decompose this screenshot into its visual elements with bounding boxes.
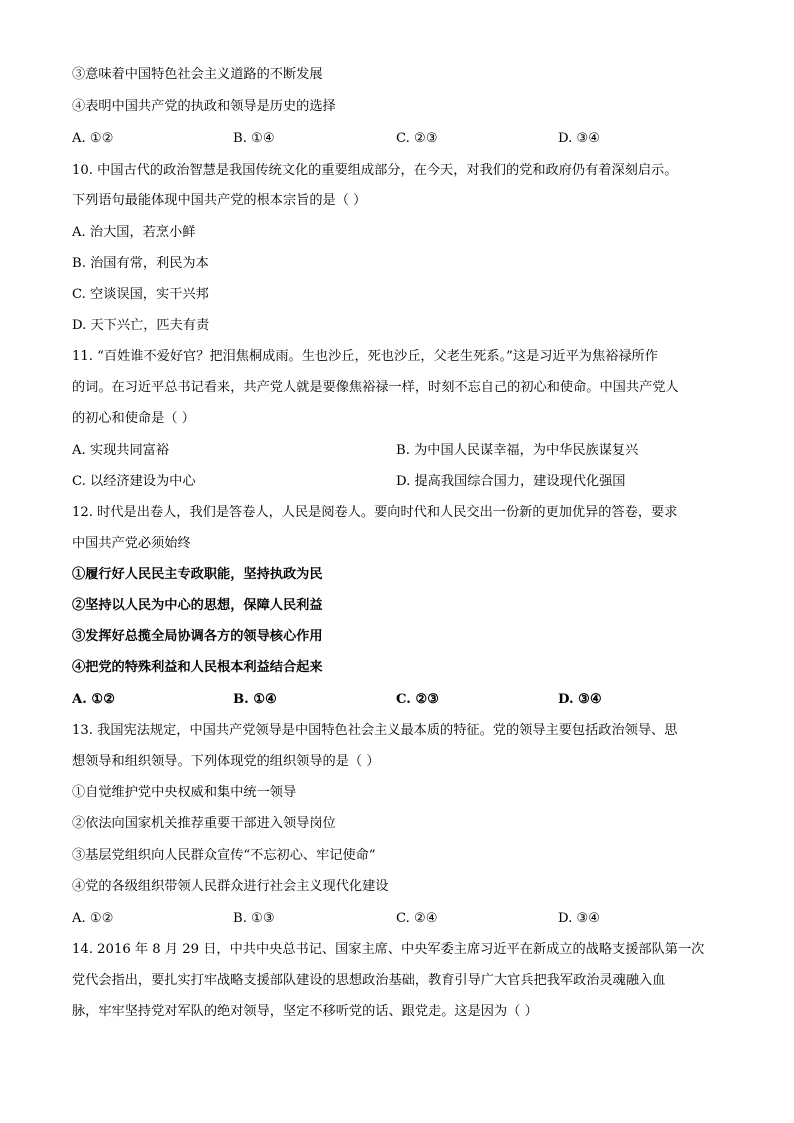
q14-stem-line-3: 脉，牢牢坚持党对军队的绝对领导，坚定不移听党的话、跟党走。这是因为（ ） bbox=[72, 1004, 538, 1019]
q12-option-a[interactable]: A. ①② bbox=[72, 692, 116, 707]
q13-option-c[interactable]: C. ②④ bbox=[396, 911, 438, 926]
q13-statement-2: ②依法向国家机关推荐重要干部进入领导岗位 bbox=[72, 816, 336, 831]
q13-stem-line-1: 13. 我国宪法规定，中国共产党领导是中国特色社会主义最本质的特征。党的领导主要包括政治领导、思 bbox=[72, 723, 678, 738]
q10-option-b[interactable]: B. 治国有常，利民为本 bbox=[72, 256, 209, 271]
q13-option-b[interactable]: B. ①③ bbox=[233, 911, 275, 926]
q9-option-a[interactable]: A. ①② bbox=[72, 131, 114, 146]
q9-option-b[interactable]: B. ①④ bbox=[233, 131, 275, 146]
q9-option-c[interactable]: C. ②③ bbox=[396, 131, 438, 146]
q10-stem-line-1: 10. 中国古代的政治智慧是我国传统文化的重要组成部分，在今天，对我们的党和政府仍有着深刻启示。 bbox=[72, 163, 678, 178]
q12-stem-line-2: 中国共产党必须始终 bbox=[72, 536, 191, 551]
q11-stem-line-3: 的初心和使命是（ ） bbox=[72, 411, 195, 426]
q10-option-d[interactable]: D. 天下兴亡，匹夫有责 bbox=[72, 318, 210, 333]
q12-option-c[interactable]: C. ②③ bbox=[396, 692, 440, 707]
q14-stem-line-1: 14. 2016 年 8 月 29 日，中共中央总书记、国家主席、中央军委主席习近平在新成立的战略支援部队第一次 bbox=[72, 942, 705, 957]
q9-option-d[interactable]: D. ③④ bbox=[558, 131, 601, 146]
q11-option-d[interactable]: D. 提高我国综合国力，建设现代化强国 bbox=[396, 474, 626, 489]
q14-stem-line-2: 党代会指出，要扎实打牢战略支援部队建设的思想政治基础，教育引导广大官兵把我军政治灵魂融入血 bbox=[72, 973, 666, 988]
q9-statement-4: ④表明中国共产党的执政和领导是历史的选择 bbox=[72, 99, 336, 114]
q13-option-d[interactable]: D. ③④ bbox=[558, 911, 601, 926]
q12-stem-line-1: 12. 时代是出卷人，我们是答卷人，人民是阅卷人。要向时代和人民交出一份新的更加优异的答卷，要求 bbox=[72, 505, 678, 520]
q13-statement-3: ③基层党组织向人民群众宣传“不忘初心、牢记使命” bbox=[72, 848, 376, 863]
q10-option-a[interactable]: A. 治大国，若烹小鲜 bbox=[72, 225, 196, 240]
q12-statement-1: ①履行好人民民主专政职能，坚持执政为民 bbox=[72, 567, 323, 582]
q10-option-c[interactable]: C. 空谈误国，实干兴邦 bbox=[72, 287, 209, 302]
q11-stem-line-2: 的词。在习近平总书记看来，共产党人就是要像焦裕禄一样，时刻不忘自己的初心和使命。中国共产党人 bbox=[72, 380, 679, 395]
q13-statement-1: ①自觉维护党中央权威和集中统一领导 bbox=[72, 785, 297, 800]
q12-statement-4: ④把党的特殊利益和人民根本利益结合起来 bbox=[72, 660, 323, 675]
q13-stem-line-2: 想领导和组织领导。下列体现党的组织领导的是（ ） bbox=[72, 754, 380, 769]
q12-statement-3: ③发挥好总揽全局协调各方的领导核心作用 bbox=[72, 629, 323, 644]
q10-stem-line-2: 下列语句最能体现中国共产党的根本宗旨的是（ ） bbox=[72, 193, 367, 208]
q12-statement-2: ②坚持以人民为中心的思想，保障人民利益 bbox=[72, 598, 323, 613]
q12-option-b[interactable]: B. ①④ bbox=[233, 692, 277, 707]
q9-statement-3: ③意味着中国特色社会主义道路的不断发展 bbox=[72, 67, 323, 82]
q13-statement-4: ④党的各级组织带领人民群众进行社会主义现代化建设 bbox=[72, 879, 389, 894]
q11-stem-line-1: 11. “百姓谁不爱好官？把泪焦桐成雨。生也沙丘，死也沙丘，父老生死系。”这是习近平为焦裕禄所作 bbox=[72, 349, 658, 364]
q13-option-a[interactable]: A. ①② bbox=[72, 911, 114, 926]
q11-option-b[interactable]: B. 为中国人民谋幸福，为中华民族谋复兴 bbox=[396, 443, 639, 458]
q12-option-d[interactable]: D. ③④ bbox=[558, 692, 602, 707]
q11-option-c[interactable]: C. 以经济建设为中心 bbox=[72, 474, 196, 489]
q11-option-a[interactable]: A. 实现共同富裕 bbox=[72, 443, 170, 458]
